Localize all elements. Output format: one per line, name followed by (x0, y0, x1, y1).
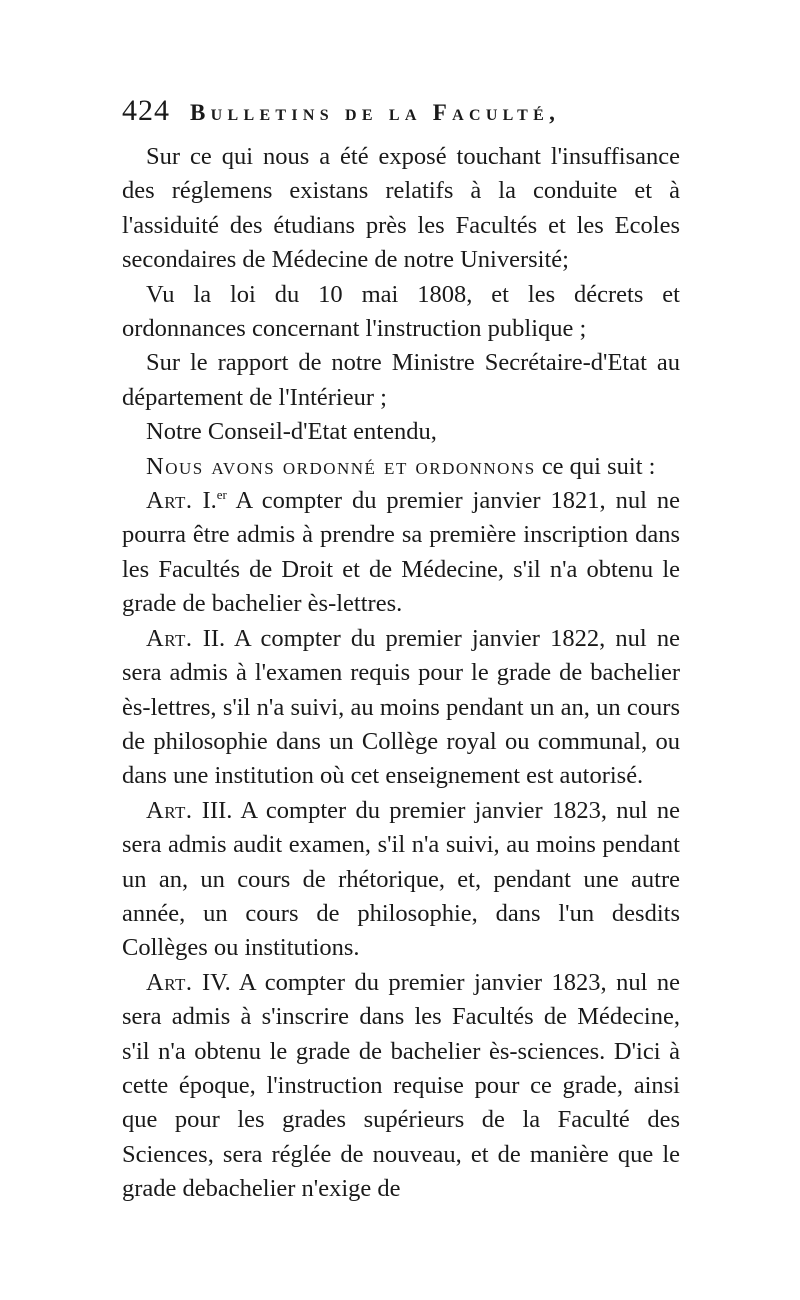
paragraph-text: ce qui suit : (535, 452, 656, 480)
paragraph-text: Sur ce qui nous a été exposé touchant l'insuffisance des réglemens existans relatifs à la conduite et à l'assiduité des étudians près les Facultés et les Ecoles secondaires de Médecine de notre Université; (122, 143, 680, 274)
paragraph-text: Vu la loi du 10 mai 1808, et les décrets et ordonnances concernant l'instruction publique ; (122, 280, 680, 343)
paragraph-text: Notre Conseil-d'Etat entendu, (146, 418, 437, 446)
running-title: Bulletins de la Faculté, (190, 100, 561, 125)
article-numeral: IV. (192, 968, 231, 996)
paragraph-ordonnance (122, 450, 680, 484)
paragraph-text: Sur le rapport de notre Ministre Secrétaire-d'Etat au département de l'Intérieur ; (122, 349, 680, 411)
article-text: A compter du premier janvier 1823, nul ne sera admis à s'inscrire dans les Facultés de Médecine, s'il n'a obtenu le grade de bachelier ès-sciences. D'ici à cette époque, l'instruction requise pour ce grade, ainsi que pour les grades supérieurs de la Faculté des Sciences, sera réglée de nouveau, et de manière que le grade debachelier n'exige de (122, 968, 680, 1203)
article-1 (122, 484, 680, 622)
paragraph-preamble-loi (122, 278, 680, 347)
article-text: A compter du premier janvier 1823, nul ne sera admis audit examen, s'il n'a suivi, au moins pendant un an, un cours de rhétorique, et, pendant une autre année, un cours de philosophie, dans l'un desdits Collèges ou institutions. (122, 796, 680, 962)
ordonnance-lead: Nous avons ordonné et ordonnons (146, 452, 536, 480)
article-text: A compter du premier janvier 1821, nul ne pourra être admis à prendre sa première inscription dans les Facultés de Droit et de Médecine, s'il n'a obtenu le grade de bachelier ès-lettres. (122, 487, 680, 618)
article-2 (122, 622, 680, 794)
article-numeral-suffix: er (216, 486, 227, 502)
article-3 (122, 794, 680, 966)
article-label: Art. (146, 624, 193, 652)
running-head (122, 94, 682, 138)
article-label: Art. (146, 968, 193, 996)
paragraph-preamble-expose (122, 140, 680, 278)
body-text (122, 140, 680, 1207)
paragraph-preamble-conseil (122, 415, 680, 449)
paragraph-preamble-rapport (122, 346, 680, 415)
article-numeral: III. (192, 796, 233, 824)
article-text: A compter du premier janvier 1822, nul ne sera admis à l'examen requis pour le grade de bachelier ès-lettres, s'il n'a suivi, au moins pendant un an, un cours de philosophie dans un Collège royal ou communal, ou dans une institution où cet enseignement est autorisé. (122, 624, 680, 790)
article-label: Art. (146, 796, 193, 824)
article-numeral: I. (192, 487, 217, 515)
page-number: 424 (122, 94, 170, 127)
article-label: Art. (146, 487, 193, 515)
article-numeral: II. (192, 624, 226, 652)
article-4 (122, 966, 680, 1207)
